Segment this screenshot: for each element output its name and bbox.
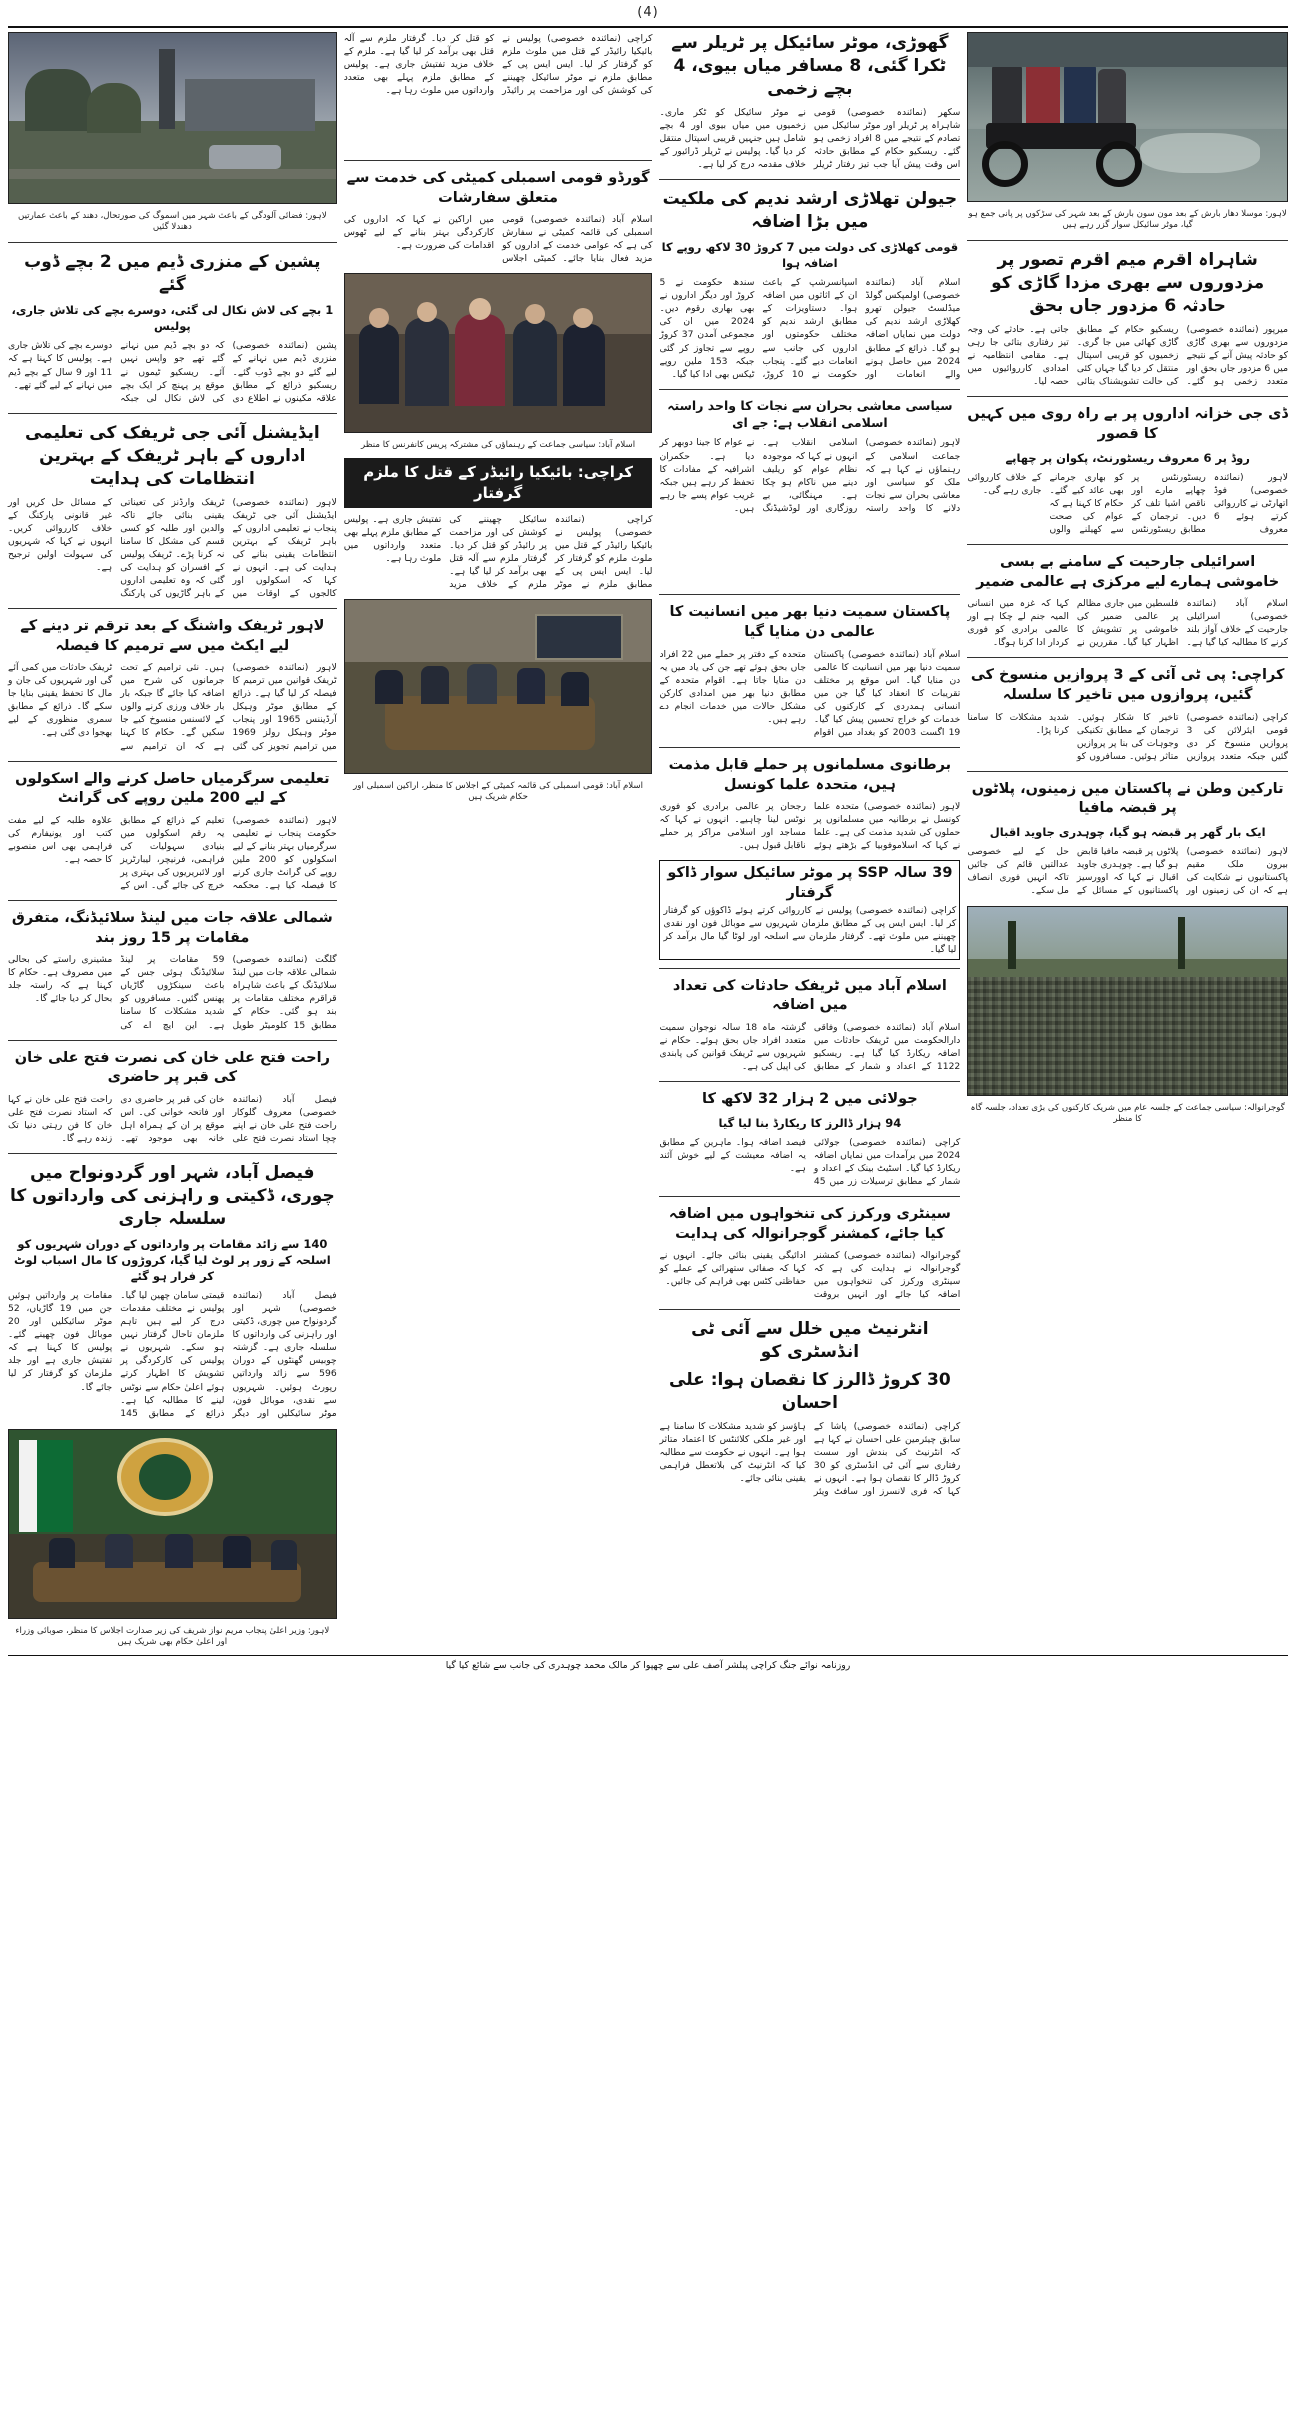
headline-ssp: 39 سالہ SSP پر موٹر سائیکل سوار ڈاکو گرفتار xyxy=(667,865,953,901)
body-faisalabad-crime: فیصل آباد (نمائندہ خصوصی) شہر اور گردونواح میں چوری، ڈکیتی اور راہزنی کی وارداتوں کا سلسلہ جاری ہے۔ گزشتہ چوبیس گھنٹوں کے دوران 596 سے زائد وارداتیں رپورٹ ہوئیں۔ شہریوں سے نقدی، موبائل فون، موٹر سائیکلیں اور دیگر قیمتی سامان چھین لیا گیا۔ پولیس نے مختلف مقدمات درج کر لیے ہیں تاہم ملزمان تاحال گرفتار نہیں ہو سکے۔ شہریوں نے پولیس کی کارکردگی پر تشویش کا اظہار کرتے ہوئے اعلیٰ حکام سے نوٹس لینے کا مطالبہ کیا ہے۔ ذرائع کے مطابق 145 مقامات پر وارداتیں ہوئیں جن میں 19 گاڑیاں، 52 موٹر سائیکلیں اور 20 موبائل فون چھینے گئے۔ پولیس کا کہنا ہے کہ تفتیش جاری ہے اور جلد ملزمان کو گرفتار کر لیا جائے گا۔ xyxy=(8,1290,337,1419)
headline-pti: کراچی: پی ٹی آئی کے 3 پروازیں منسوخ کی گئیں، پروازوں میں تاخیر کا سلسلہ xyxy=(970,667,1285,703)
subhead-faisalabad-crime: 140 سے زائد مقامات پر وارداتوں کے دوران شہریوں کو اسلحہ کے زور پر لوٹ لیا گیا، کروڑوں کا مال اسباب لوٹ کر فرار ہو گئے xyxy=(14,1236,331,1283)
headline-lahore-traffic-act: لاہور ٹریفک واشنگ کے بعد ترقم تر دینے کے لیے ایکٹ میں سے ترمیم کا فیصلہ xyxy=(20,618,325,654)
headline-israel: اسرائیلی جارحیت کے سامنے بے بسی خاموشی ہمارے لیے مرکزی ہے عالمی ضمیر xyxy=(976,554,1280,590)
top-rule xyxy=(8,26,1288,28)
photo-press-conference-caption: اسلام آباد: سیاسی جماعت کے رہنماؤں کی مشترکہ پریس کانفرنس کا منظر xyxy=(361,440,636,451)
headline-karachi-biker: کراچی: بائیکیا رائیڈر کے قتل کا ملزم گرفتار xyxy=(344,458,653,508)
headline-politics: سیاسی معاشی بحران سے نجات کا واحد راستہ اسلامی انقلاب ہے: جے ای xyxy=(667,397,953,430)
body-britain: لاہور (نمائندہ خصوصی) متحدہ علما کونسل نے برطانیہ میں مسلمانوں پر حملوں کی شدید مذمت کی ہے۔ علما نے کہا کہ اسلاموفوبیا کے بڑھتے ہوئے رجحان پر عالمی برادری کو فوری نوٹس لینا چاہیے۔ انہوں نے کہا کہ مساجد اور اسلامی مراکز پر حملے ناقابل قبول ہیں۔ xyxy=(659,801,961,852)
body-ngo: اسلام آباد (نمائندہ خصوصی) قومی اسمبلی کی قائمہ کمیٹی نے سفارش کی ہے کہ عوامی خدمت کے اداروں کو مزید فعال بنایا جائے۔ کمیٹی اجلاس میں اراکین نے کہا کہ اداروں کی کارکردگی بہتر بنانے کے لیے ٹھوس اقدامات کی ضرورت ہے۔ xyxy=(343,214,653,265)
photo-smog-city xyxy=(8,32,337,204)
photo-press-conference xyxy=(344,273,653,433)
body-additional-ig: لاہور (نمائندہ خصوصی) ایڈیشنل آئی جی ٹریفک پنجاب نے تعلیمی اداروں کے باہر ٹریفک کے بہترین انتظامات یقینی بنانے کی ہدایت کی ہے۔ انہوں نے کہا کہ اسکولوں اور کالجوں کے اوقات میں ٹریفک وارڈنز کی تعیناتی یقینی بنائی جائے تاکہ والدین اور طلبہ کو کسی قسم کی مشکل کا سامنا نہ کرنا پڑے۔ ٹریفک پولیس کے افسران کو ہدایت کی گئی کہ وہ تعلیمی اداروں کے باہر گاڑیوں کی پارکنگ کے مسائل حل کریں اور غیر قانونی پارکنگ کے خلاف کارروائی کریں۔ انہوں نے کہا کہ شہریوں کی سہولت اولین ترجیح ہے۔ xyxy=(8,496,337,599)
subhead-july: 94 ہزار ڈالرز کا ریکارڈ بنا لیا گیا xyxy=(718,1115,902,1130)
body-shahrah: میرپور (نمائندہ خصوصی) مزدوروں سے بھری گاڑی کو حادثہ پیش آنے کے نتیجے میں 6 مزدور جاں بحق اور متعدد زخمی ہو گئے۔ ریسکیو حکام کے مطابق گاڑی کھائی میں جا گری۔ زخمیوں کو قریبی اسپتال منتقل کر دیا گیا جہاں کئی کی حالت تشویشناک بتائی جاتی ہے۔ حادثے کی وجہ تیز رفتاری بتائی جا رہی ہے۔ مقامی انتظامیہ نے امدادی کارروائیوں میں حصہ لیا۔ xyxy=(967,324,1288,388)
column-right xyxy=(967,32,1288,1127)
body-school-grant: لاہور (نمائندہ خصوصی) حکومت پنجاب نے تعلیمی سرگرمیاں بہتر بنانے کے لیے اسکولوں کو 200 ملین روپے کی گرانٹ جاری کرنے کا فیصلہ کیا ہے۔ محکمہ تعلیم کے ذرائع کے مطابق یہ رقم اسکولوں میں بنیادی سہولیات کی فراہمی، فرنیچر، لیبارٹریز اور لائبریریوں کی بہتری پر خرچ کی جائے گی۔ اس کے علاوہ طلبہ کے لیے مفت کتب اور یونیفارم کی فراہمی بھی اس منصوبے کا حصہ ہے۔ xyxy=(8,814,337,892)
headline-rahat: راحت فتح علی خان کی نصرت فتح علی خان کی قبر پر حاضری xyxy=(14,1049,330,1086)
headline-horse: گھوڑی، موٹر سائیکل پر ٹریلر سے ٹکرا گئی، 8 مسافر میاں بیوی، 4 بچے زخمی xyxy=(671,33,949,99)
body-iqbal: لاہور (نمائندہ خصوصی) بیرون ملک مقیم پاکستانیوں نے شکایت کی ہے کہ ان کی زمینوں اور پلاٹوں پر قبضہ مافیا قابض ہو گیا ہے۔ چوہدری جاوید اقبال نے کہا کہ اوورسیز پاکستانیوں کے مسائل کے حل کے لیے خصوصی عدالتیں قائم کی جائیں تاکہ انہیں فوری انصاف مل سکے۔ xyxy=(967,845,1288,897)
headline-internet: انٹرنیٹ میں خلل سے آئی ٹی انڈسٹری کو xyxy=(691,1319,929,1363)
body-israel: اسلام آباد (نمائندہ خصوصی) اسرائیلی جارحیت کے خلاف آواز بلند کرنے کا مطالبہ کیا گیا ہے۔ فلسطین میں جاری مظالم پر عالمی ضمیر کی خاموشی پر تشویش کا اظہار کیا گیا۔ مقررین نے کہا کہ غزہ میں انسانی المیہ جنم لے چکا ہے اور عالمی برادری کو فوری کردار ادا کرنا ہوگا۔ xyxy=(967,598,1288,649)
column-center-left xyxy=(344,32,653,804)
body-ssp: کراچی (نمائندہ خصوصی) پولیس نے کارروائی کرتے ہوئے ڈاکوؤں کو گرفتار کر لیا۔ ایس ایس پی کے مطابق ملزمان شہریوں سے موبائل فون اور نقدی چھیننے میں ملوث تھے۔ گرفتار ملزمان سے اسلحہ اور لوٹا گیا مال برآمد کر لیا گیا۔ xyxy=(663,904,957,955)
body-ddj: لاہور (نمائندہ خصوصی) فوڈ اتھارٹی نے کارروائی کرتے ہوئے 6 معروف ریسٹورنٹس پر چھاپے مارے اور ناقص اشیا تلف کر دیں۔ ترجمان کے مطابق ریسٹورنٹس کو بھاری جرمانے بھی عائد کیے گئے۔ حکام کا کہنا ہے کہ عوام کی صحت سے کھیلنے والوں کے خلاف کارروائی جاری رہے گی۔ xyxy=(967,471,1288,535)
headline-july: جولائی میں 2 ہزار 32 لاکھ کا xyxy=(702,1091,918,1108)
headline-islamabad: اسلام آباد میں ٹریفک حادثات کی تعداد میں اضافہ xyxy=(672,977,947,1014)
headline-additional-ig: ایڈیشنل آئی جی ٹریفک کی تعلیمی اداروں کے باہر ٹریفک کے بہترین انتظامات کی ہدایت xyxy=(24,422,320,489)
page-number: (4) xyxy=(637,5,659,20)
body-islamabad: اسلام آباد (نمائندہ خصوصی) وفاقی دارالحکومت میں ٹریفک حادثات میں اضافہ ریکارڈ کیا گیا ہے۔ ریسکیو 1122 کے اعداد و شمار کے مطابق گزشتہ ماہ 18 سالہ نوجوان سمیت متعدد افراد جاں بحق ہوئے۔ حکام نے شہریوں سے ٹریفک قوانین کی پابندی کی اپیل کی ہے۔ xyxy=(659,1021,961,1073)
headline-player: جیولن تھلاڑی ارشد ندیم کی ملکیت میں بڑا اضافہ xyxy=(662,189,958,233)
photo-government-meeting-caption: لاہور: وزیر اعلیٰ پنجاب مریم نواز شریف کی زیر صدارت اجلاس کا منظر، صوبائی وزراء اور اعلیٰ حکام بھی شریک ہیں xyxy=(15,1625,330,1647)
headline-britain: برطانوی مسلمانوں پر حملے قابل مذمت ہیں، متحدہ علما کونسل xyxy=(668,757,952,793)
headline-internet-2: 30 کروڑ ڈالرز کا نقصان ہوا: علی احسان xyxy=(669,1370,951,1414)
body-karachi-top: کراچی (نمائندہ خصوصی) پولیس نے بائیکیا رائیڈر کے قتل میں ملوث ملزم کو گرفتار کر لیا۔ ایس ایس پی کے مطابق ملزم نے موٹر سائیکل چھیننے کی کوشش کی اور مزاحمت پر رائیڈر کو قتل کر دیا۔ گرفتار ملزم سے آلہ قتل بھی برآمد کر لیا گیا ہے۔ ملزم کے خلاف مزید تفتیش جاری ہے۔ پولیس کے مطابق ملزم پہلے بھی متعدد وارداتوں میں ملوث رہا ہے۔ xyxy=(343,33,653,97)
headline-iqbal: تارکین وطن نے پاکستان میں زمینوں، پلاٹوں پر قبضہ مافیا xyxy=(971,780,1284,817)
body-karachi-biker: کراچی (نمائندہ خصوصی) پولیس نے بائیکیا رائیڈر کے قتل میں ملوث ملزم کو گرفتار کر لیا۔ ایس ایس پی کے مطابق ملزم نے موٹر سائیکل چھیننے کی کوشش کی اور مزاحمت پر رائیڈر کو قتل کر دیا۔ گرفتار ملزم سے آلہ قتل بھی برآمد کر لیا گیا ہے۔ ملزم کے خلاف مزید تفتیش جاری ہے۔ پولیس کے مطابق ملزم پہلے بھی متعدد وارداتوں میں ملوث رہا ہے۔ xyxy=(343,513,653,590)
headline-manzari-dam: پشین کے منزری ڈیم میں 2 بچے ڈوب گئے xyxy=(24,252,321,296)
body-lahore-traffic-act: لاہور (نمائندہ خصوصی) ٹریفک قوانین میں ترمیم کا فیصلہ کر لیا گیا ہے۔ ذرائع کے مطابق موٹر وہیکل آرڈیننس 1965 اور پنجاب موٹر وہیکل رولز 1969 میں ترامیم تجویز کی گئی ہیں۔ نئی ترامیم کے تحت جرمانوں کی شرح میں اضافہ کیا جائے گا جبکہ بار بار خلاف ورزی کرنے والوں کے لائسنس منسوخ کیے جا سکیں گے۔ حکام کا کہنا ہے کہ ان ترامیم سے ٹریفک حادثات میں کمی آئے گی اور شہریوں کی جان و مال کا تحفظ یقینی بنایا جا سکے گا۔ ذرائع کے مطابق سمری منظوری کے لیے بھجوا دی گئی ہے۔ xyxy=(8,662,337,752)
body-rahat: فیصل آباد (نمائندہ خصوصی) معروف گلوکار راحت فتح علی خان نے اپنے چچا استاد نصرت فتح علی خان کی قبر پر حاضری دی اور فاتحہ خوانی کی۔ اس موقع پر ان کے ہمراہ اہل خانہ بھی موجود تھے۔ راحت فتح علی خان نے کہا کہ استاد نصرت فتح علی خان کا فن رہتی دنیا تک زندہ رہے گا۔ xyxy=(8,1093,337,1144)
body-politics: لاہور (نمائندہ خصوصی) جماعت اسلامی کے رہنماؤں نے کہا ہے کہ ملک کو سیاسی اور معاشی بحران سے نجات دلانے کا واحد راستہ اسلامی انقلاب ہے۔ انہوں نے کہا کہ موجودہ نظام عوام کو ریلیف دینے میں ناکام ہو چکا ہے۔ مہنگائی، بے روزگاری اور لوڈشیڈنگ نے عوام کا جینا دوبھر کر دیا ہے۔ حکمران اشرافیہ کے مفادات کا تحفظ کر رہے ہیں جبکہ غریب عوام پسے جا رہے ہیں۔ xyxy=(659,437,961,514)
column-center-right xyxy=(659,32,960,1499)
photo-smog-city-caption: لاہور: فضائی آلودگی کے باعث شہر میں اسموگ کی صورتحال، دھند کے باعث عمارتیں دھندلا گئیں xyxy=(18,211,327,233)
headline-ngo: گورڈو قومی اسمبلی کمیٹی کی خدمت سے متعلق سفارشات xyxy=(346,170,650,206)
body-sanitary: گوجرانوالہ (نمائندہ خصوصی) کمشنر گوجرانوالہ نے ہدایت کی ہے کہ سینٹری ورکرز کی تنخواہوں میں اضافہ کیا جائے اور انہیں بروقت ادائیگی یقینی بنائی جائے۔ انہوں نے کہا کہ صفائی ستھرائی کے عملے کو حفاظتی کٹس بھی فراہم کی جائیں۔ xyxy=(659,1250,961,1301)
subhead-manzari-dam: 1 بچے کی لاش نکال لی گئی، دوسرے بچے کی تلاش جاری، پولیس xyxy=(11,303,334,334)
ssp-box xyxy=(659,860,960,959)
photo-crowd-caption: گوجرانوالہ: سیاسی جماعت کے جلسہ عام میں شریک کارکنوں کی بڑی تعداد، جلسہ گاہ کا منظر xyxy=(970,1103,1285,1125)
headline-pakistan-day: پاکستان سمیت دنیا بھر میں انسانیت کا عالمی دن منایا گیا xyxy=(669,604,951,640)
photo-flood xyxy=(967,32,1288,202)
subhead-player: قومی کھلاڑی کی دولت میں 7 کروڑ 30 لاکھ روپے کا اضافہ ہوا xyxy=(661,240,959,271)
body-pakistan-day: اسلام آباد (نمائندہ خصوصی) پاکستان سمیت دنیا بھر میں انسانیت کا عالمی دن منایا گیا۔ اس موقع پر مختلف تقریبات کا انعقاد کیا گیا جن میں انسانی ہمدردی کے کارکنوں کی خدمات کو خراج تحسین پیش کیا گیا۔ 19 اگست 2003 کو بغداد میں اقوام متحدہ کے دفتر پر حملے میں 22 افراد جاں بحق ہوئے تھے جن کی یاد میں یہ دن منایا جاتا ہے۔ اقوام متحدہ کے مطابق دنیا بھر میں امدادی کارکن مشکل حالات میں خدمات انجام دے رہے ہیں۔ xyxy=(659,648,961,738)
footer-text: روزنامہ نوائے جنگ کراچی پبلشر آصف علی سے چھپوا کر مالک محمد چوہدری کی جانب سے شائع کیا گیا xyxy=(445,1660,851,1672)
body-horse: سکھر (نمائندہ خصوصی) قومی شاہراہ پر ٹریلر اور موٹر سائیکل میں تصادم کے نتیجے میں 8 افراد زخمی ہو گئے۔ ریسکیو حکام کے مطابق حادثہ اس وقت پیش آیا جب تیز رفتار ٹریلر نے موٹر سائیکل کو ٹکر ماری۔ زخمیوں میں میاں بیوی اور 4 بچے شامل ہیں جنہیں قریبی اسپتال منتقل کر دیا گیا۔ پولیس نے ٹریلر ڈرائیور کے خلاف مقدمہ درج کر لیا ہے۔ xyxy=(659,106,961,171)
page-columns xyxy=(8,32,1288,1649)
photo-crowd xyxy=(967,906,1288,1096)
photo-committee-meeting xyxy=(344,599,653,774)
column-left xyxy=(8,32,337,1649)
body-manzari-dam: پشین (نمائندہ خصوصی) منزری ڈیم میں نہانے کے لیے گئے دو بچے ڈوب گئے۔ ریسکیو ذرائع کے مطابق علاقہ مکینوں نے اطلاع دی کہ دو بچے ڈیم میں نہانے گئے تھے جو واپس نہیں آئے۔ ریسکیو ٹیموں نے موقع پر پہنچ کر ایک بچے کی لاش نکال لی جبکہ دوسرے بچے کی تلاش جاری ہے۔ پولیس کا کہنا ہے کہ 11 اور 9 سال کے بچے ڈیم میں نہانے کے لیے گئے تھے۔ xyxy=(8,340,337,404)
body-player: اسلام آباد (نمائندہ خصوصی) اولمپکس گولڈ میڈلسٹ جیولن تھرو کھلاڑی ارشد ندیم کی دولت میں نمایاں اضافہ ہو گیا۔ ذرائع کے مطابق 2024 میں حاصل ہونے والے انعامات اور اسپانسرشپ کے باعث ان کے اثاثوں میں اضافہ ہوا۔ دستاویزات کے مطابق ارشد ندیم کو مختلف حکومتوں اور اداروں کی جانب سے انعامات دیے گئے۔ پنجاب حکومت نے 10 کروڑ، سندھ حکومت نے 5 کروڑ اور دیگر اداروں نے بھی بھاری رقوم دیں۔ 2024 میں ان کی مجموعی آمدن 37 کروڑ روپے سے تجاوز کر گئی جبکہ 153 ملین روپے ٹیکس بھی ادا کیا گیا۔ xyxy=(659,277,961,380)
headline-shahrah: شاہراہ اقرم میم اقرم تصور پر مزدوروں سے بھری مزدا گاڑی کو حادثہ 6 مزدور جاں بحق xyxy=(991,250,1265,317)
headline-faisalabad-crime: فیصل آباد، شہر اور گردونواح میں چوری، ڈکیتی و راہزنی کی وارداتوں کا سلسلہ جاری xyxy=(9,1162,335,1229)
photo-committee-meeting-caption: اسلام آباد: قومی اسمبلی کی قائمہ کمیٹی کے اجلاس کا منظر، اراکین اسمبلی اور حکام شریک ہیں xyxy=(353,780,643,803)
body-pti: کراچی (نمائندہ خصوصی) قومی ایئرلائن کی 3 پروازیں منسوخ کر دی گئیں جبکہ متعدد پروازیں تاخیر کا شکار ہوئیں۔ ترجمان کے مطابق تکنیکی وجوہات کی بنا پر پروازیں متاثر ہوئیں۔ مسافروں کو شدید مشکلات کا سامنا کرنا پڑا۔ xyxy=(967,711,1288,762)
headline-sanitary: سینٹری ورکرز کی تنخواہوں میں اضافہ کیا جائے، کمشنر گوجرانوالہ کی ہدایت xyxy=(668,1206,951,1242)
headline-ddj: ڈی جی خزانہ اداروں پر بے راہ روی میں کہیں کا قصور xyxy=(967,406,1288,443)
body-internet: کراچی (نمائندہ خصوصی) پاشا کے سابق چیئرمین علی احسان نے کہا ہے کہ انٹرنیٹ کی بندش اور سست رفتاری سے آئی ٹی انڈسٹری کو 30 کروڑ ڈالر کا نقصان ہوا ہے۔ انہوں نے کہا کہ فری لانسرز اور سافٹ ویئر ہاؤسز کو شدید مشکلات کا سامنا ہے اور غیر ملکی کلائنٹس کا اعتماد متاثر ہوا ہے۔ انہوں نے حکومت سے مطالبہ کیا کہ انٹرنیٹ کی بلاتعطل فراہمی یقینی بنائی جائے۔ xyxy=(659,1421,961,1498)
headline-school-grant: تعلیمی سرگرمیاں حاصل کرنے والے اسکولوں کے لیے 200 ملین روپے کی گرانٹ xyxy=(15,770,330,807)
photo-flood-caption: لاہور: موسلا دھار بارش کے بعد مون سون بارش کے بعد شہر کی سڑکوں پر پانی جمع ہو گیا، موٹر سائیکل سوار گزر رہے ہیں xyxy=(968,209,1287,231)
subhead-ddj: روڈ پر 6 معروف ریسٹورنٹ، پکوان پر چھاپے xyxy=(1005,450,1250,465)
subhead-iqbal: ایک بار گھر پر قبضہ ہو گیا، چوہدری جاوید اقبال xyxy=(989,824,1266,839)
headline-landsliding: شمالی علاقہ جات میں لینڈ سلائیڈنگ، متفرق مقامات پر 15 روز بند xyxy=(11,910,333,946)
photo-government-meeting xyxy=(8,1429,337,1619)
page-footer xyxy=(8,1655,1288,1672)
body-july: کراچی (نمائندہ خصوصی) جولائی 2024 میں برآمدات میں نمایاں اضافہ ریکارڈ کیا گیا۔ اسٹیٹ بینک کے اعداد و شمار کے مطابق ترسیلات زر میں 45 فیصد اضافہ ہوا۔ ماہرین کے مطابق یہ اضافہ معیشت کے لیے خوش آئند ہے۔ xyxy=(659,1136,961,1187)
body-landsliding: گلگت (نمائندہ خصوصی) شمالی علاقہ جات میں لینڈ سلائیڈنگ کے باعث شاہراہ قراقرم مختلف مقامات پر بند ہو گئی۔ حکام کے مطابق 15 کلومیٹر طویل 59 مقامات پر لینڈ سلائیڈنگ ہوئی جس کے باعث سینکڑوں گاڑیاں پھنس گئیں۔ مسافروں کو شدید مشکلات کا سامنا ہے۔ این ایچ اے کی مشینری راستے کی بحالی میں مصروف ہے۔ حکام کا کہنا ہے کہ راستہ جلد بحال کر دیا جائے گا۔ xyxy=(8,954,337,1031)
